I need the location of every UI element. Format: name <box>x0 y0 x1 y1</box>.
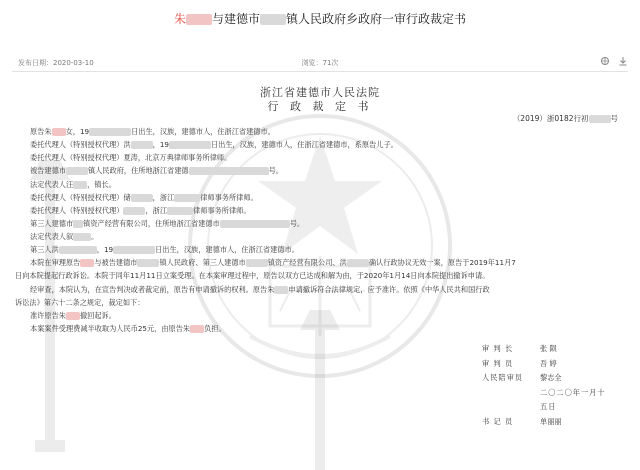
party-line: 被告建德市 镇人民政府，住所地浙江省建德 号。 <box>30 166 283 175</box>
ruling-paragraph: 诉讼法》第六十二条之规定，裁定如下： <box>15 298 145 307</box>
signature-row: 审 判 员 吾 婷 <box>482 358 557 368</box>
case-number: （2019）浙0182行初 号 <box>512 114 618 123</box>
party-line: 委托代理人（特别授权代理） ，浙江 律师事务所律师。 <box>30 206 251 215</box>
signature-row: 书 记 员 单丽丽 <box>482 416 562 426</box>
party-line: 委托代理人（特别授权代理）储 ，浙江 律师事务所律师。 <box>30 193 258 202</box>
party-line: 原告朱 女，19 日出生，汉族，建德市人，住浙江省建德市。 <box>30 127 275 136</box>
pillar-watermark-center <box>290 300 350 470</box>
meta-bar <box>0 56 640 70</box>
share-icon[interactable] <box>600 56 610 66</box>
publish-date: 发布日期：2020-03-10 <box>18 59 94 67</box>
ruling-paragraph: 本案案件受理费减半收取为人民币25元，由原告朱 负担。 <box>30 324 226 333</box>
redaction <box>260 14 286 25</box>
signature-block <box>482 342 610 429</box>
title-text-2: 镇人民政府乡政府一审行政裁定书 <box>286 12 467 26</box>
court-name: 浙江省建德市人民法院 <box>260 86 380 99</box>
ruling-paragraph: 准许原告朱 撤回起诉。 <box>30 311 116 320</box>
ruling-paragraph: 本院在审理原告 与被告建德市 镇人民政府、第三人建德市 镇资产经营有限公司、洪 确认行政协议无效一案，原告于2019年11月7 <box>30 258 516 267</box>
view-count: 浏览：71次 <box>301 59 339 67</box>
title-text-1: 与建德市 <box>211 12 260 26</box>
signature-row: 二〇二〇年一月十五日 <box>540 387 606 411</box>
party-line: 第三人洪 ，19 日出生，汉族，建德市人，住浙江省建德市。 <box>30 245 299 254</box>
article-title <box>0 10 640 27</box>
redaction <box>589 115 611 123</box>
party-line: 法定代表人叙 。 <box>30 232 99 241</box>
redaction <box>186 14 212 25</box>
toolbar-icons <box>600 56 628 66</box>
ruling-paragraph: 经审查，本院认为，在宣告判决或者裁定前，原告有申请撤诉的权利。原告朱 申请撤诉符合法律规定，应予准许。依照《中华人民共和国行政 <box>30 285 490 294</box>
signature-row: 人民陪审员 黎志全 <box>482 373 562 382</box>
party-line: 委托代理人（特别授权代理）夏涛，北京万典律师事务所律师。 <box>30 153 232 162</box>
party-line: 委托代理人（特别授权代理）洪 ，19 日出生，汉族，建德市人，住浙江省建德市，系原告儿子。 <box>30 140 398 149</box>
party-line: 第三人建德市 镇资产经营有限公司，住所地浙江省建德市 号。 <box>30 219 305 228</box>
divider <box>12 71 628 72</box>
party-line: 法定代表人汪 ，镇长。 <box>30 180 116 189</box>
plaintiff-surname: 朱 <box>173 12 186 26</box>
ruling-paragraph: 日向本院提起行政诉讼。本院于同年11月11日立案受理。在本案审理过程中，原告以双方已达成和解为由，于2020年1月14日向本院提出撤诉申请。 <box>15 271 490 280</box>
signature-row: 审 判 长 张 陨 <box>482 344 557 353</box>
download-icon[interactable] <box>618 56 628 66</box>
document-type: 行 政 裁 定 书 <box>267 100 373 113</box>
